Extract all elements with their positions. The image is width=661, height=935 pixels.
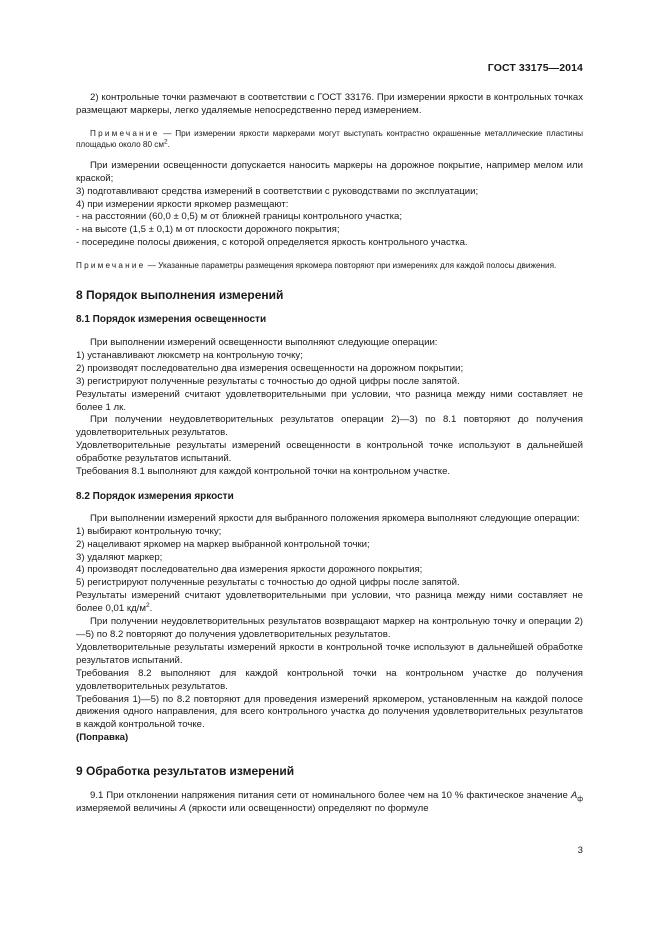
list-item (76, 539, 583, 552)
paragraph-text: При измерении освещенности допускается наносить маркеры на дорожное покрытие, например мелом или краской; (76, 159, 583, 184)
paragraph (76, 376, 583, 389)
note-end: . (167, 139, 170, 149)
paragraph-text: 9.1 При отклонении напряжения питания сети от номинального более чем на 10 % фактическое значение (90, 790, 571, 802)
paragraph (76, 237, 583, 250)
paragraph-text: - на высоте (1,5 ± 0,1) м от плоскости дорожного покрытия; (76, 224, 340, 236)
note-label: Примечание (76, 261, 146, 271)
list-item (76, 564, 583, 577)
variable-a: A (570, 790, 578, 802)
section-8-2-title: 8.2 Порядок измерения яркости (76, 490, 234, 502)
paragraph-text: При получении неудовлетворительных результатов возвращают маркер на контрольную точку и операции 2)—5) по 8.2 повторяют до получения удовлетворительных результатов. (76, 616, 583, 640)
variable-sub: ф (577, 795, 583, 803)
unit-sup: 2 (145, 602, 150, 609)
doc-header-code: ГОСТ 33175—2014 (487, 62, 583, 74)
section-9-title: 9 Обработка результатов измерений (76, 764, 295, 779)
paragraph-text: измеряемой величины (76, 802, 180, 814)
paragraph-end: . (149, 603, 153, 615)
note-1 (76, 128, 583, 150)
paragraph (76, 211, 583, 224)
paragraph-text: - посередине полосы движения, с которой определяется яркость контрольного участка. (76, 237, 468, 249)
list-item (76, 577, 583, 590)
paragraph (76, 337, 583, 350)
list-item-text: 2) нацеливают яркомер на маркер выбранной контрольной точки; (76, 538, 370, 550)
list-item-text: 5) регистрируют полученные результаты с точностью до одной цифры после запятой. (76, 577, 460, 589)
paragraph (76, 160, 583, 186)
variable-a: A (179, 802, 186, 814)
paragraph-text: 1) устанавливают люксметр на контрольную точку; (76, 349, 303, 361)
paragraph (76, 350, 583, 363)
paragraph (76, 616, 583, 642)
paragraph-text: При выполнении измерений освещенности выполняют следующие операции: (90, 336, 438, 348)
list-item-text: 3) удаляют маркер; (76, 551, 163, 563)
paragraph-text: При выполнении измерений яркости для выбранного положения яркомера выполняют следующие операции: (90, 512, 580, 524)
page-content (76, 92, 583, 816)
paragraph (76, 466, 583, 479)
paragraph-text: Результаты измерений считают удовлетворительными при условии, что разница между ними составляет не более 0,01 кд/м (76, 590, 583, 615)
paragraph-text: Требования 1)—5) по 8.2 повторяют для проведения измерений яркомером, установленным на каждой полосе движения одного направления, для всего контрольного участка до получения удовлетворительных результатов в каждой контрольной точке. (76, 693, 583, 731)
paragraph-text: Результаты измерений считают удовлетворительными при условии, что разница между ними составляет не более 1 лк. (76, 388, 583, 413)
paragraph-text: Удовлетворительные результаты измерений освещенности в контрольной точке используют в дальнейшей обработке результатов испытаний. (76, 440, 583, 465)
section-8-title: 8 Порядок выполнения измерений (76, 288, 284, 303)
list-item-text: 4) производят последовательно два измерения яркости дорожного покрытия; (76, 564, 423, 576)
paragraph (76, 642, 583, 668)
paragraph (76, 694, 583, 733)
list-item-text: 1) выбирают контрольную точку; (76, 525, 222, 537)
paragraph (76, 363, 583, 376)
paragraph (76, 224, 583, 237)
paragraph (76, 92, 583, 118)
paragraph-text: Требования 8.1 выполняют для каждой контрольной точки на контрольном участке. (76, 466, 451, 478)
paragraph (76, 513, 583, 526)
paragraph (76, 199, 583, 212)
paragraph-text: - на расстоянии (60,0 ± 0,5) м от ближней границы контрольного участка; (76, 211, 403, 223)
list-item (76, 552, 583, 565)
amendment-note: (Поправка) (76, 732, 129, 744)
paragraph-text: 2) производят последовательно два измерения освещенности на дорожном покрытии; (76, 362, 464, 374)
paragraph (76, 440, 583, 466)
note-2 (76, 260, 583, 271)
paragraph-text: 3) регистрируют полученные результаты с точностью до одной цифры после запятой. (76, 375, 460, 387)
paragraph-text: 3) подготавливают средства измерений в соответствии с руководствами по эксплуатации; (76, 185, 479, 197)
page-number: 3 (577, 845, 583, 856)
paragraph-text: 4) при измерении яркости яркомер размещают: (76, 198, 289, 210)
paragraph (76, 668, 583, 694)
note-sup: 2 (164, 138, 168, 146)
note-label: Примечание (90, 128, 160, 138)
paragraph (76, 790, 583, 816)
paragraph (76, 389, 583, 415)
paragraph-text: При получении неудовлетворительных результатов операции 2)—3) по 8.1 повторяют до получения удовлетворительных результатов. (76, 414, 583, 439)
paragraph (76, 414, 583, 440)
section-8-1-title: 8.1 Порядок измерения освещенности (76, 314, 267, 326)
paragraph (76, 590, 583, 616)
paragraph-text: (яркости или освещенности) определяют по формуле (186, 802, 429, 814)
paragraph-text: 2) контрольные точки размечают в соответствии с ГОСТ 33176. При измерении яркости в контрольных точках размещают маркеры, легко удаляемые непосредственно перед измерением. (76, 92, 583, 116)
note-text: — При измерении яркости маркерами могут выступать контрастно окрашенные металлические пластины площадью около 80 см (76, 128, 583, 149)
note-text: — Указанные параметры размещения яркомера повторяют при измерениях для каждой полосы движения. (147, 261, 557, 271)
paragraph-text: Требования 8.2 выполняют для каждой контрольной точки на контрольном участке до получения удовлетворительных результатов. (76, 667, 583, 692)
paragraph-text: Удовлетворительные результаты измерений яркости в контрольной точке используют в дальнейшей обработке результатов испытаний. (76, 641, 583, 666)
list-item (76, 526, 583, 539)
paragraph (76, 186, 583, 199)
